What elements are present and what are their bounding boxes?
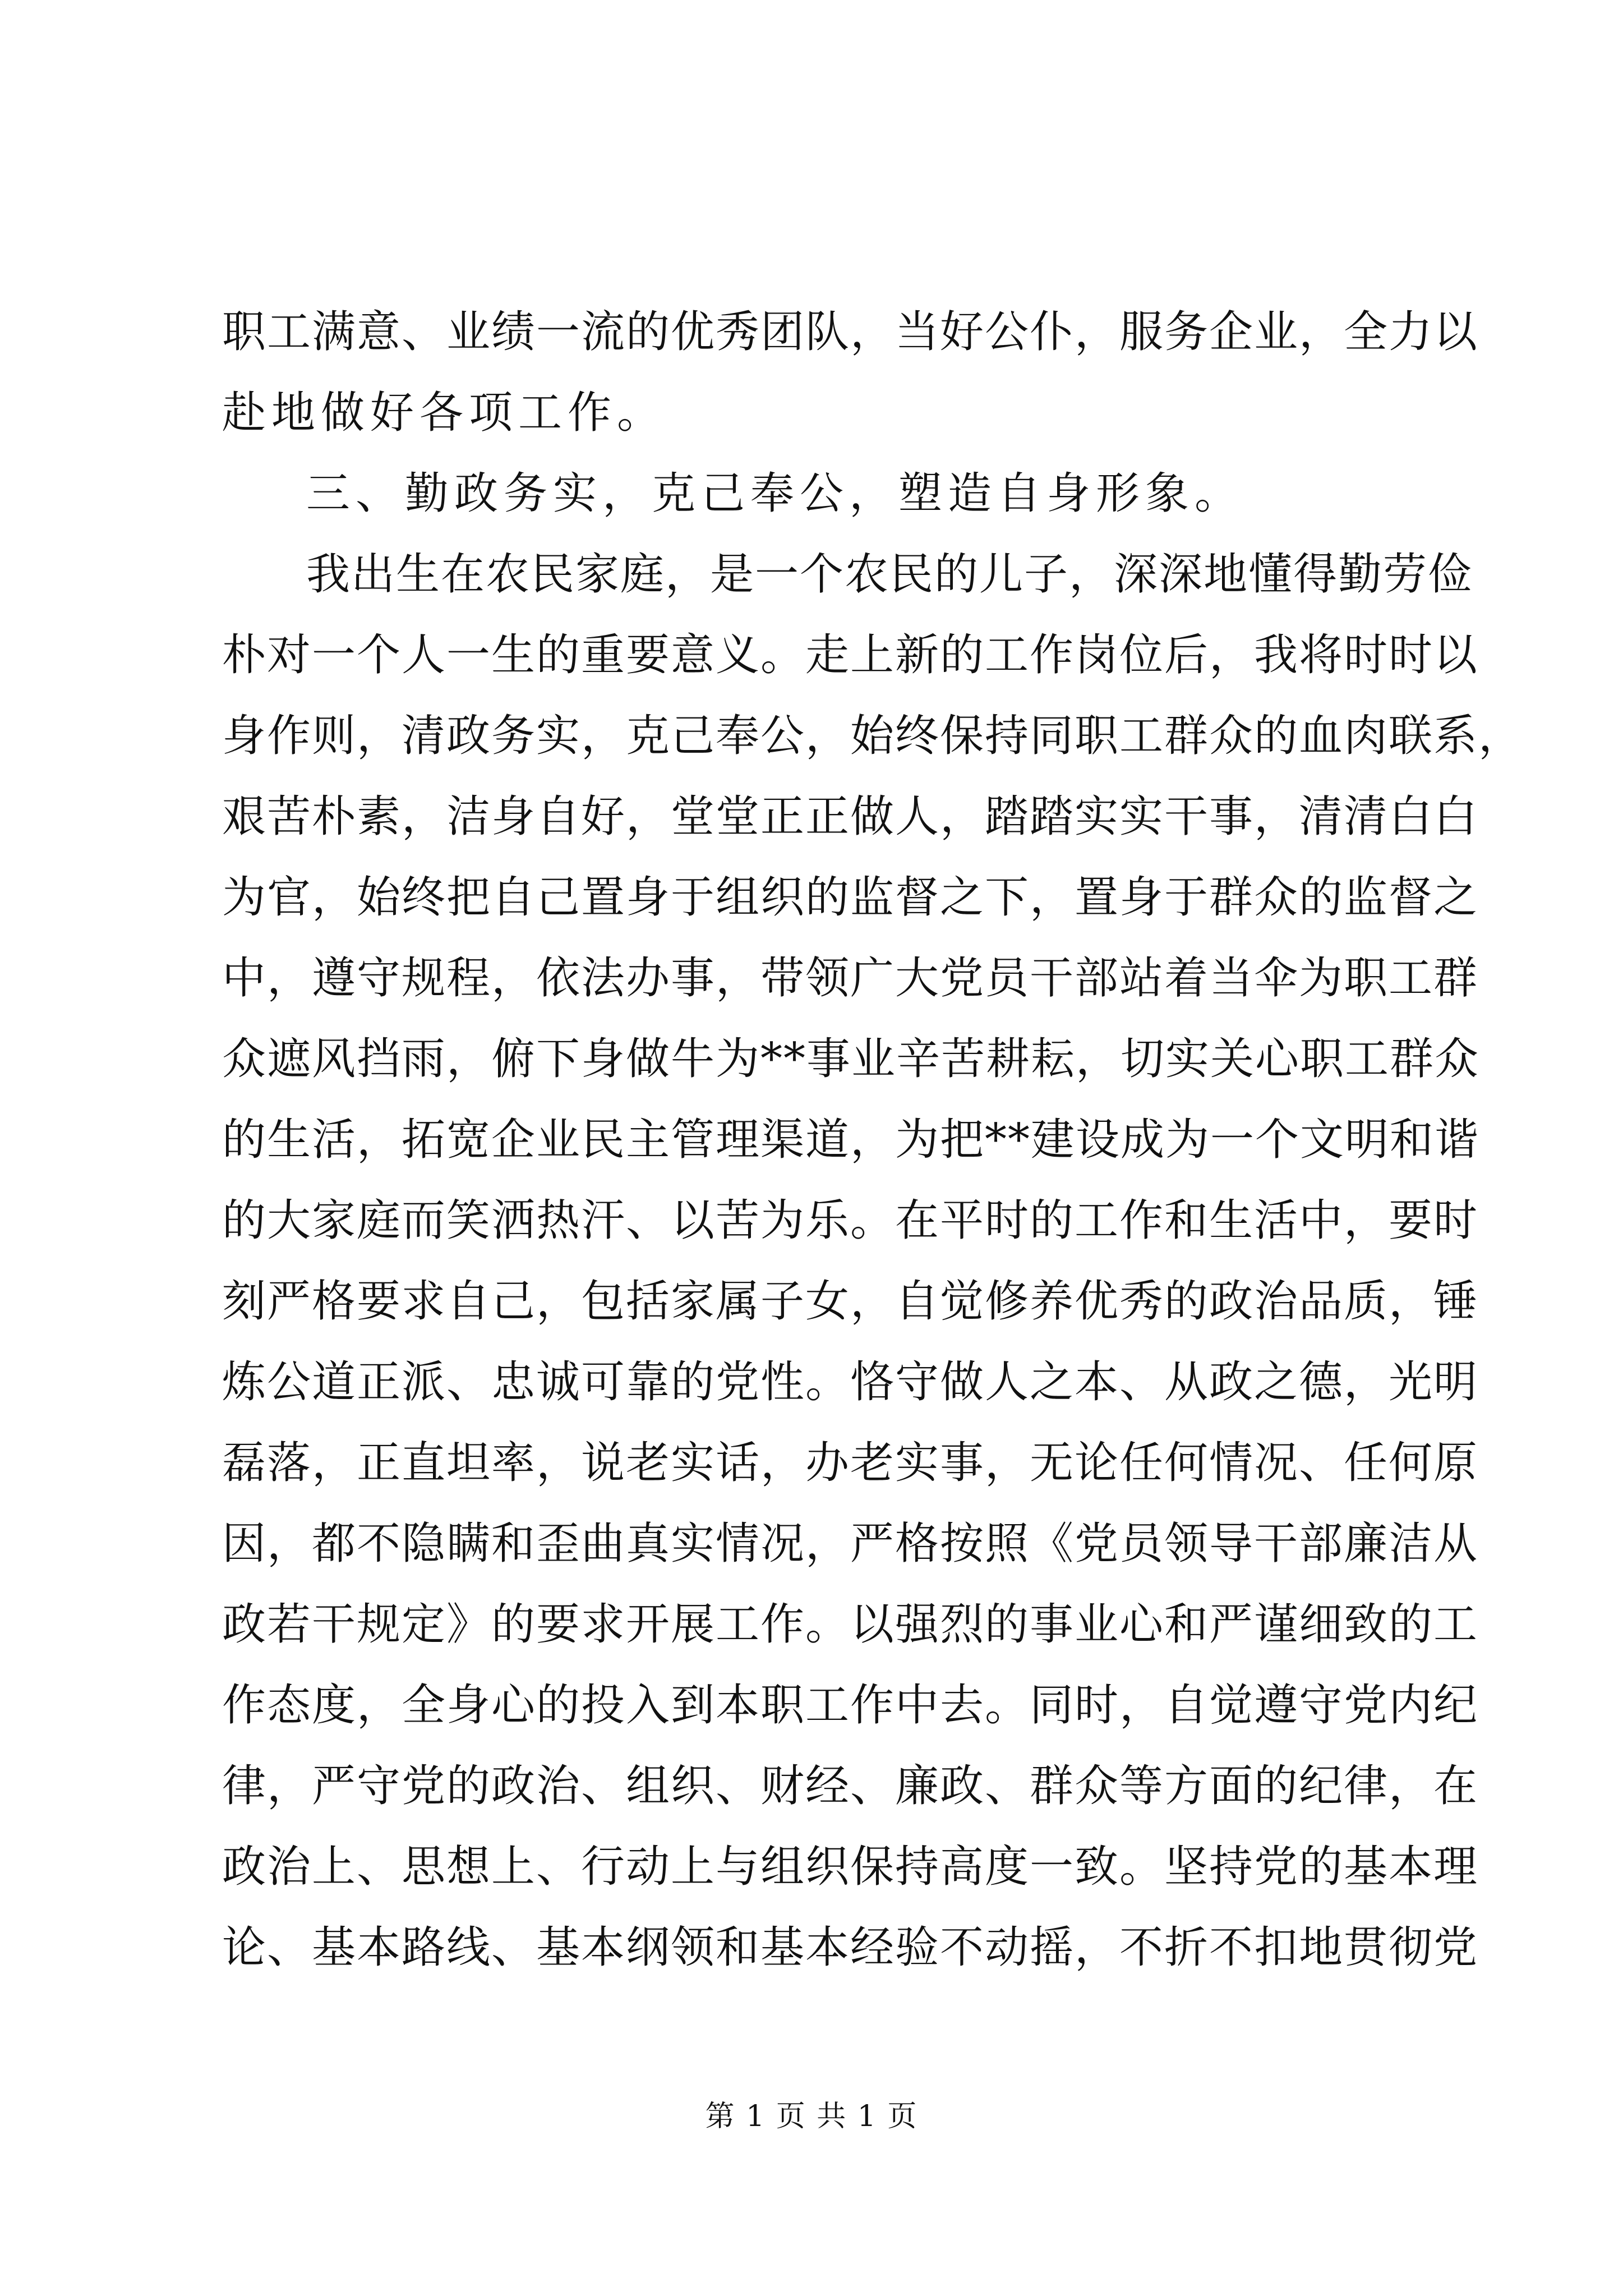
text-line: 政若干规定》的要求开展工作。以强烈的事业心和严谨细致的工 xyxy=(222,1599,1479,1650)
text-line: 炼公道正派、忠诚可靠的党性。恪守做人之本、从政之德，光明 xyxy=(222,1357,1479,1407)
text-line: 律，严守党的政治、组织、财经、廉政、群众等方面的纪律，在 xyxy=(222,1761,1479,1811)
text-line: 的大家庭而笑洒热汗、以苦为乐。在平时的工作和生活中，要时 xyxy=(222,1195,1479,1246)
text-line: 的生活，拓宽企业民主管理渠道，为把**建设成为一个文明和谐 xyxy=(222,1115,1480,1165)
text-line: 朴对一个人一生的重要意义。走上新的工作岗位后，我将时时以 xyxy=(222,630,1479,680)
text-line: 身作则，清政务实，克己奉公，始终保持同职工群众的血肉联系， xyxy=(222,711,1524,761)
text-line: 众遮风挡雨，俯下身做牛为**事业辛苦耕耘，切实关心职工群众 xyxy=(222,1034,1480,1084)
text-line: 因，都不隐瞒和歪曲真实情况，严格按照《党员领导干部廉洁从 xyxy=(222,1519,1479,1569)
section-heading: 三、勤政务实，克己奉公，塑造自身形象。 xyxy=(306,468,1244,519)
text-line: 赴地做好各项工作。 xyxy=(222,388,667,438)
document-body xyxy=(222,292,1524,1988)
text-line: 刻严格要求自己，包括家属子女，自觉修养优秀的政治品质，锤 xyxy=(222,1276,1479,1327)
text-line: 中，遵守规程，依法办事，带领广大党员干部站着当伞为职工群 xyxy=(222,953,1479,1004)
text-line: 我出生在农民家庭，是一个农民的儿子，深深地懂得勤劳俭 xyxy=(306,549,1473,600)
text-line: 职工满意、业绩一流的优秀团队，当好公仆，服务企业，全力以 xyxy=(222,307,1479,357)
text-line: 作态度，全身心的投入到本职工作中去。同时，自觉遵守党内纪 xyxy=(222,1680,1479,1731)
text-line: 政治上、思想上、行动上与组织保持高度一致。坚持党的基本理 xyxy=(222,1842,1479,1892)
text-line: 磊落，正直坦率，说老实话，办老实事，无论任何情况、任何原 xyxy=(222,1438,1479,1488)
page-number-footer: 第 1 页 共 1 页 xyxy=(705,2100,918,2133)
text-line: 为官，始终把自己置身于组织的监督之下，置身于群众的监督之 xyxy=(222,872,1479,923)
text-line: 艰苦朴素，洁身自好，堂堂正正做人，踏踏实实干事，清清白白 xyxy=(222,792,1479,842)
text-line: 论、基本路线、基本纲领和基本经验不动摇，不折不扣地贯彻党 xyxy=(222,1922,1479,1973)
